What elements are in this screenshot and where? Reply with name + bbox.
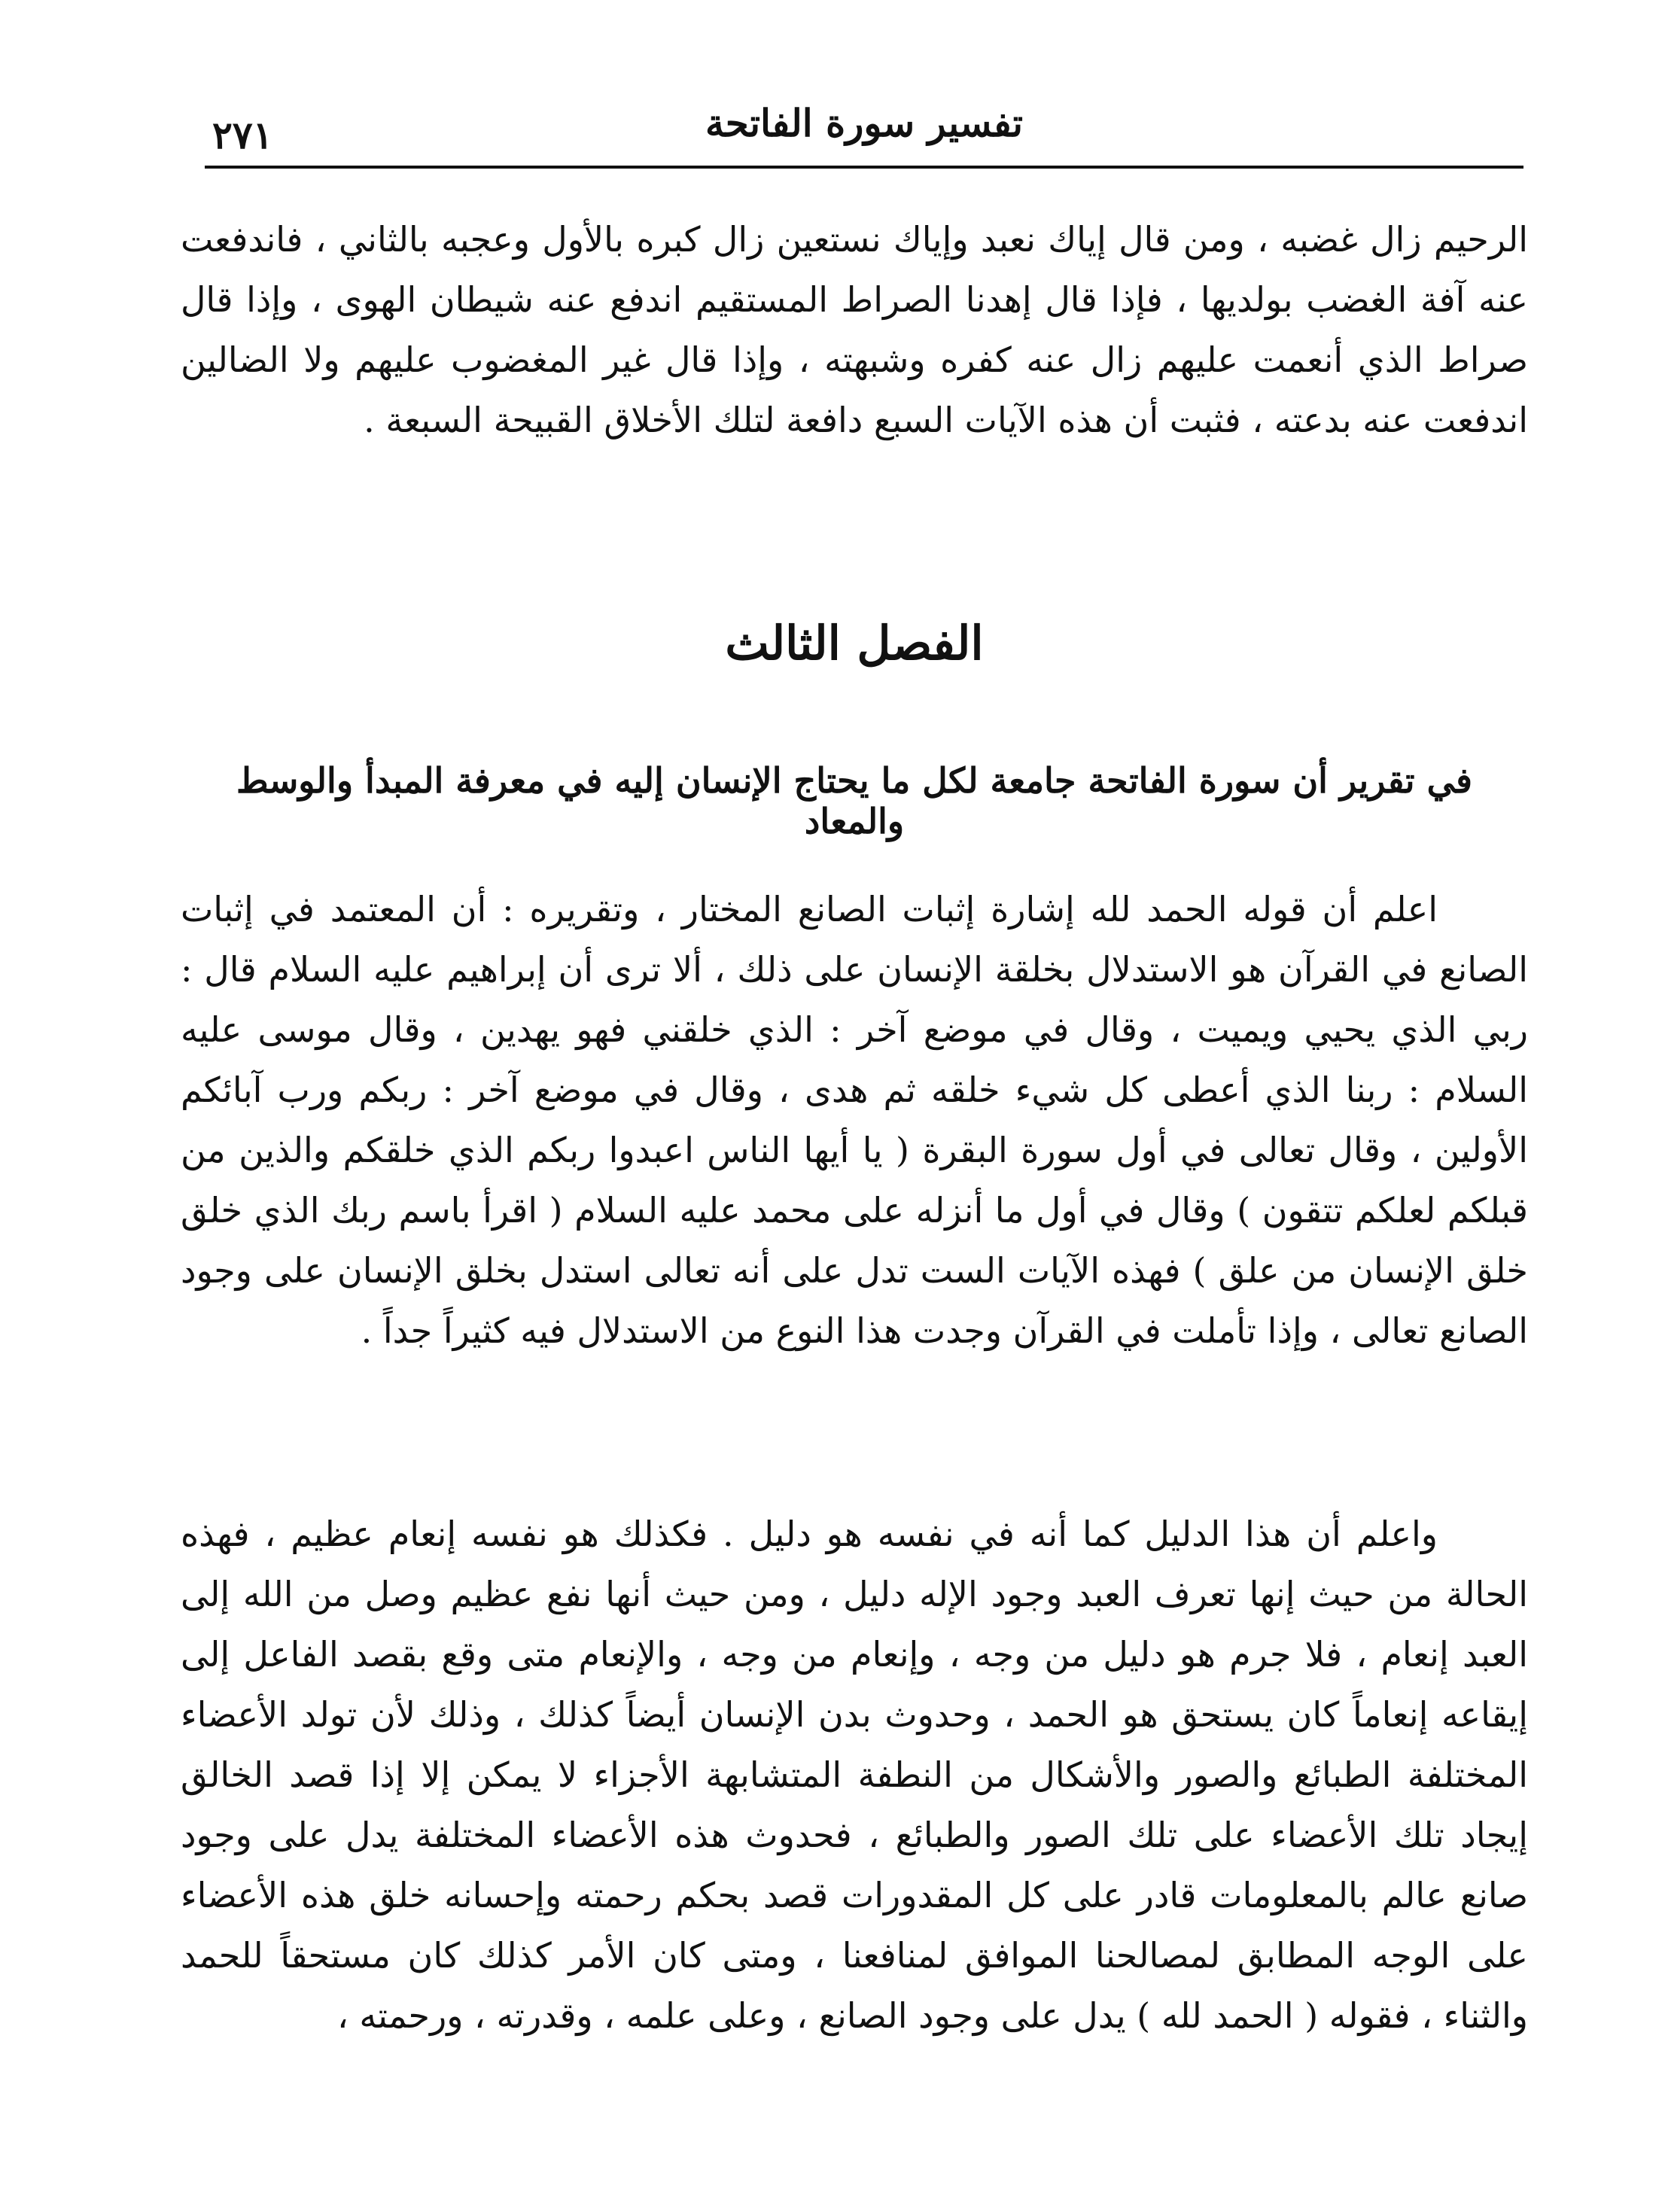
running-header (205, 90, 1523, 166)
header-title: تفسير سورة الفاتحة (705, 101, 1024, 145)
paragraph-blessing (181, 1504, 1528, 2046)
paragraph-text: الرحيم زال غضبه ، ومن قال إياك نعبد وإياك نستعين زال كبره بالأول وعجبه بالثاني ، فاندفعت عنه آفة الغضب بولديها ، فإذا قال إهدنا الصراط المستقيم اندفع عنه شيطان الهوى ، وإذا قال صراط الذي أنعمت عليهم زال عنه كفره وشبهته ، وإذا قال غير المغضوب عليهم ولا الضالين اندفعت عنه بدعته ، فثبت أن هذه الآيات السبع دافعة لتلك الأخلاق القبيحة السبعة . (181, 219, 1528, 440)
paragraph-creator-proof (181, 879, 1528, 1361)
chapter-subtitle: في تقرير أن سورة الفاتحة جامعة لكل ما يحتاج الإنسان إليه في معرفة المبدأ والوسط والمعاد (236, 760, 1472, 841)
page-number: ٢٧١ (212, 113, 273, 157)
chapter-title: الفصل الثالث (725, 616, 984, 671)
paragraph-continuation (181, 209, 1528, 450)
paragraph-text: واعلم أن هذا الدليل كما أنه في نفسه هو دليل . فكذلك هو نفسه إنعام عظيم ، فهذه الحالة من حيث إنها تعرف العبد وجود الإله دليل ، ومن حيث أنها نفع عظيم وصل من الله إلى العبد إنعام ، فلا جرم هو دليل من وجه ، وإنعام من وجه ، والإنعام متى وقع بقصد الفاعل إلى إيقاعه إنعاماً كان يستحق هو الحمد ، وحدوث بدن الإنسان أيضاً كذلك ، وذلك لأن تولد الأعضاء المختلفة الطبائع والصور والأشكال من النطفة المتشابهة الأجزاء لا يمكن إلا إذا قصد الخالق إيجاد تلك الأعضاء على تلك الصور والطبائع ، فحدوث هذه الأعضاء المختلفة يدل على وجود صانع عالم بالمعلومات قادر على كل المقدورات قصد بحكم رحمته وإحسانه خلق هذه الأعضاء على الوجه المطابق لمصالحنا الموافق لمنافعنا ، ومتى كان الأمر كذلك كان مستحقاً للحمد والثناء ، فقوله ( الحمد لله ) يدل على وجود الصانع ، وعلى علمه ، وقدرته ، ورحمته ، (181, 1514, 1528, 2036)
header-rule (205, 166, 1523, 169)
paragraph-text: اعلم أن قوله الحمد لله إشارة إثبات الصانع المختار ، وتقريره : أن المعتمد في إثبات الصانع في القرآن هو الاستدلال بخلقة الإنسان على ذلك ، ألا ترى أن إبراهيم عليه السلام قال : ربي الذي يحيي ويميت ، وقال في موضع آخر : الذي خلقني فهو يهدين ، وقال موسى عليه السلام : ربنا الذي أعطى كل شيء خلقه ثم هدى ، وقال في موضع آخر : ربكم ورب آبائكم الأولين ، وقال تعالى في أول سورة البقرة ( يا أيها الناس اعبدوا ربكم الذي خلقكم والذين من قبلكم لعلكم تتقون ) وقال في أول ما أنزله على محمد عليه السلام ( اقرأ باسم ربك الذي خلق خلق الإنسان من علق ) فهذه الآيات الست تدل على أنه تعالى استدل بخلق الإنسان على وجود الصانع تعالى ، وإذا تأملت في القرآن وجدت هذا النوع من الاستدلال فيه كثيراً جداً . (181, 889, 1528, 1351)
